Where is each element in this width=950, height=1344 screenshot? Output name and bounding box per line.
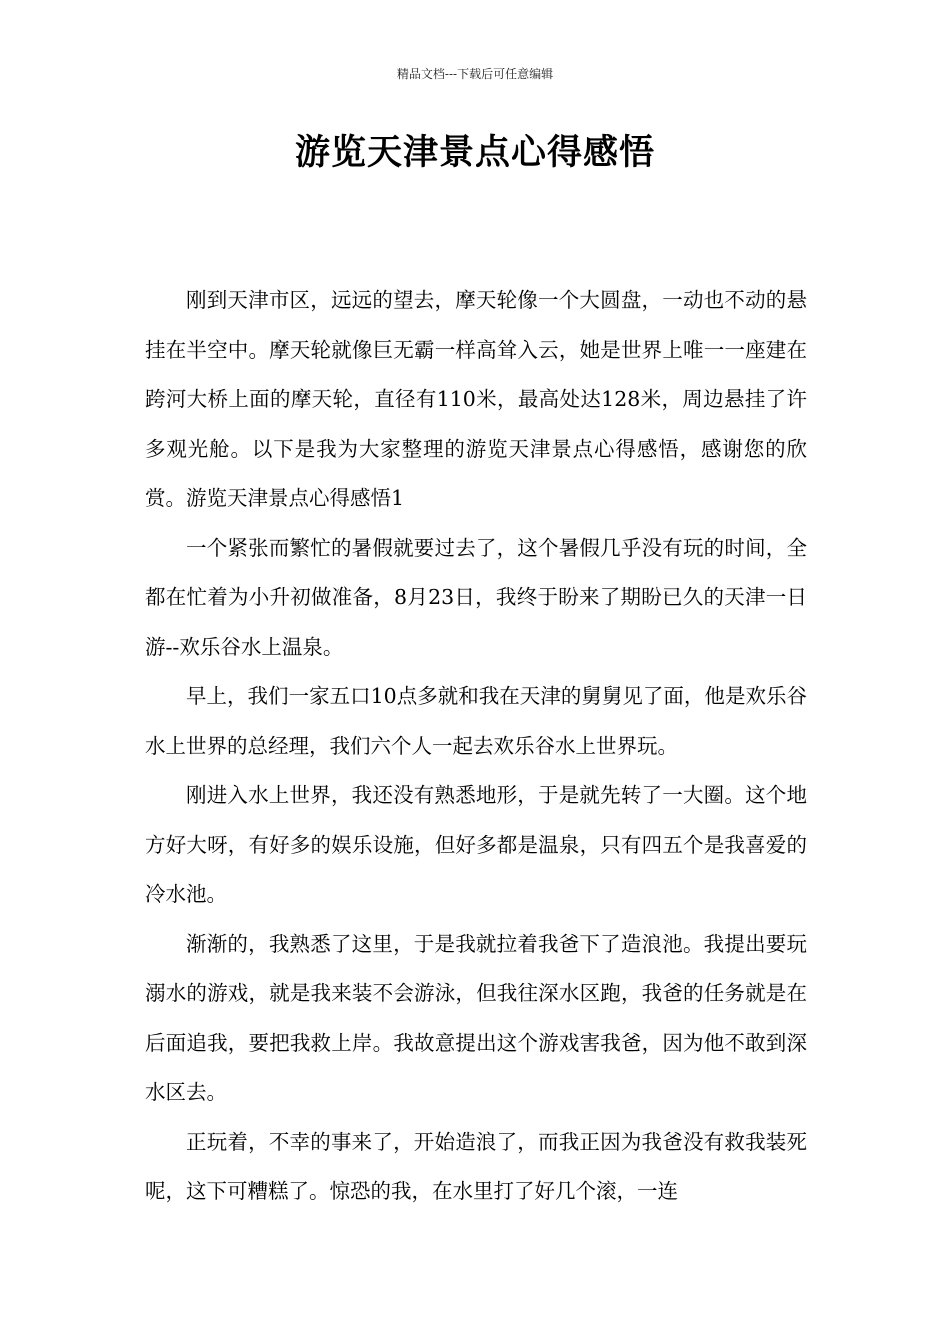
- paragraph: 早上，我们一家五口10点多就和我在天津的舅舅见了面，他是欢乐谷水上世界的总经理，我们六个人一起去欢乐谷水上世界玩。: [145, 684, 807, 758]
- paragraph: 一个紧张而繁忙的暑假就要过去了，这个暑假几乎没有玩的时间，全都在忙着为小升初做准备，8月23日，我终于盼来了期盼已久的天津一日游--欢乐谷水上温泉。: [145, 535, 807, 659]
- header-note: 精品文档---下载后可任意编辑: [396, 67, 554, 81]
- paragraph: 正玩着，不幸的事来了，开始造浪了，而我正因为我爸没有救我装死呢，这下可糟糕了。惊恐的我，在水里打了好几个滚，一连: [145, 1129, 807, 1203]
- paragraph: 刚进入水上世界，我还没有熟悉地形，于是就先转了一大圈。这个地方好大呀，有好多的娱乐设施，但好多都是温泉，只有四五个是我喜爱的冷水池。: [145, 783, 807, 906]
- document-title: 游览天津景点心得感悟: [294, 132, 655, 173]
- paragraph: 刚到天津市区，远远的望去，摩天轮像一个大圆盘，一动也不动的悬挂在半空中。摩天轮就像巨无霸一样高耸入云，她是世界上唯一一座建在跨河大桥上面的摩天轮，直径有110米，最高处达128米，周边悬挂了许多观光舱。以下是我为大家整理的游览天津景点心得感悟，感谢您的欣赏。游览天津景点心得感悟1: [145, 288, 807, 510]
- document-body: [145, 276, 807, 1217]
- paragraph: 渐渐的，我熟悉了这里，于是我就拉着我爸下了造浪池。我提出要玩溺水的游戏，就是我来装不会游泳，但我往深水区跑，我爸的任务就是在后面追我，要把我救上岸。我故意提出这个游戏害我爸，因为他不敢到深水区去。: [145, 931, 807, 1104]
